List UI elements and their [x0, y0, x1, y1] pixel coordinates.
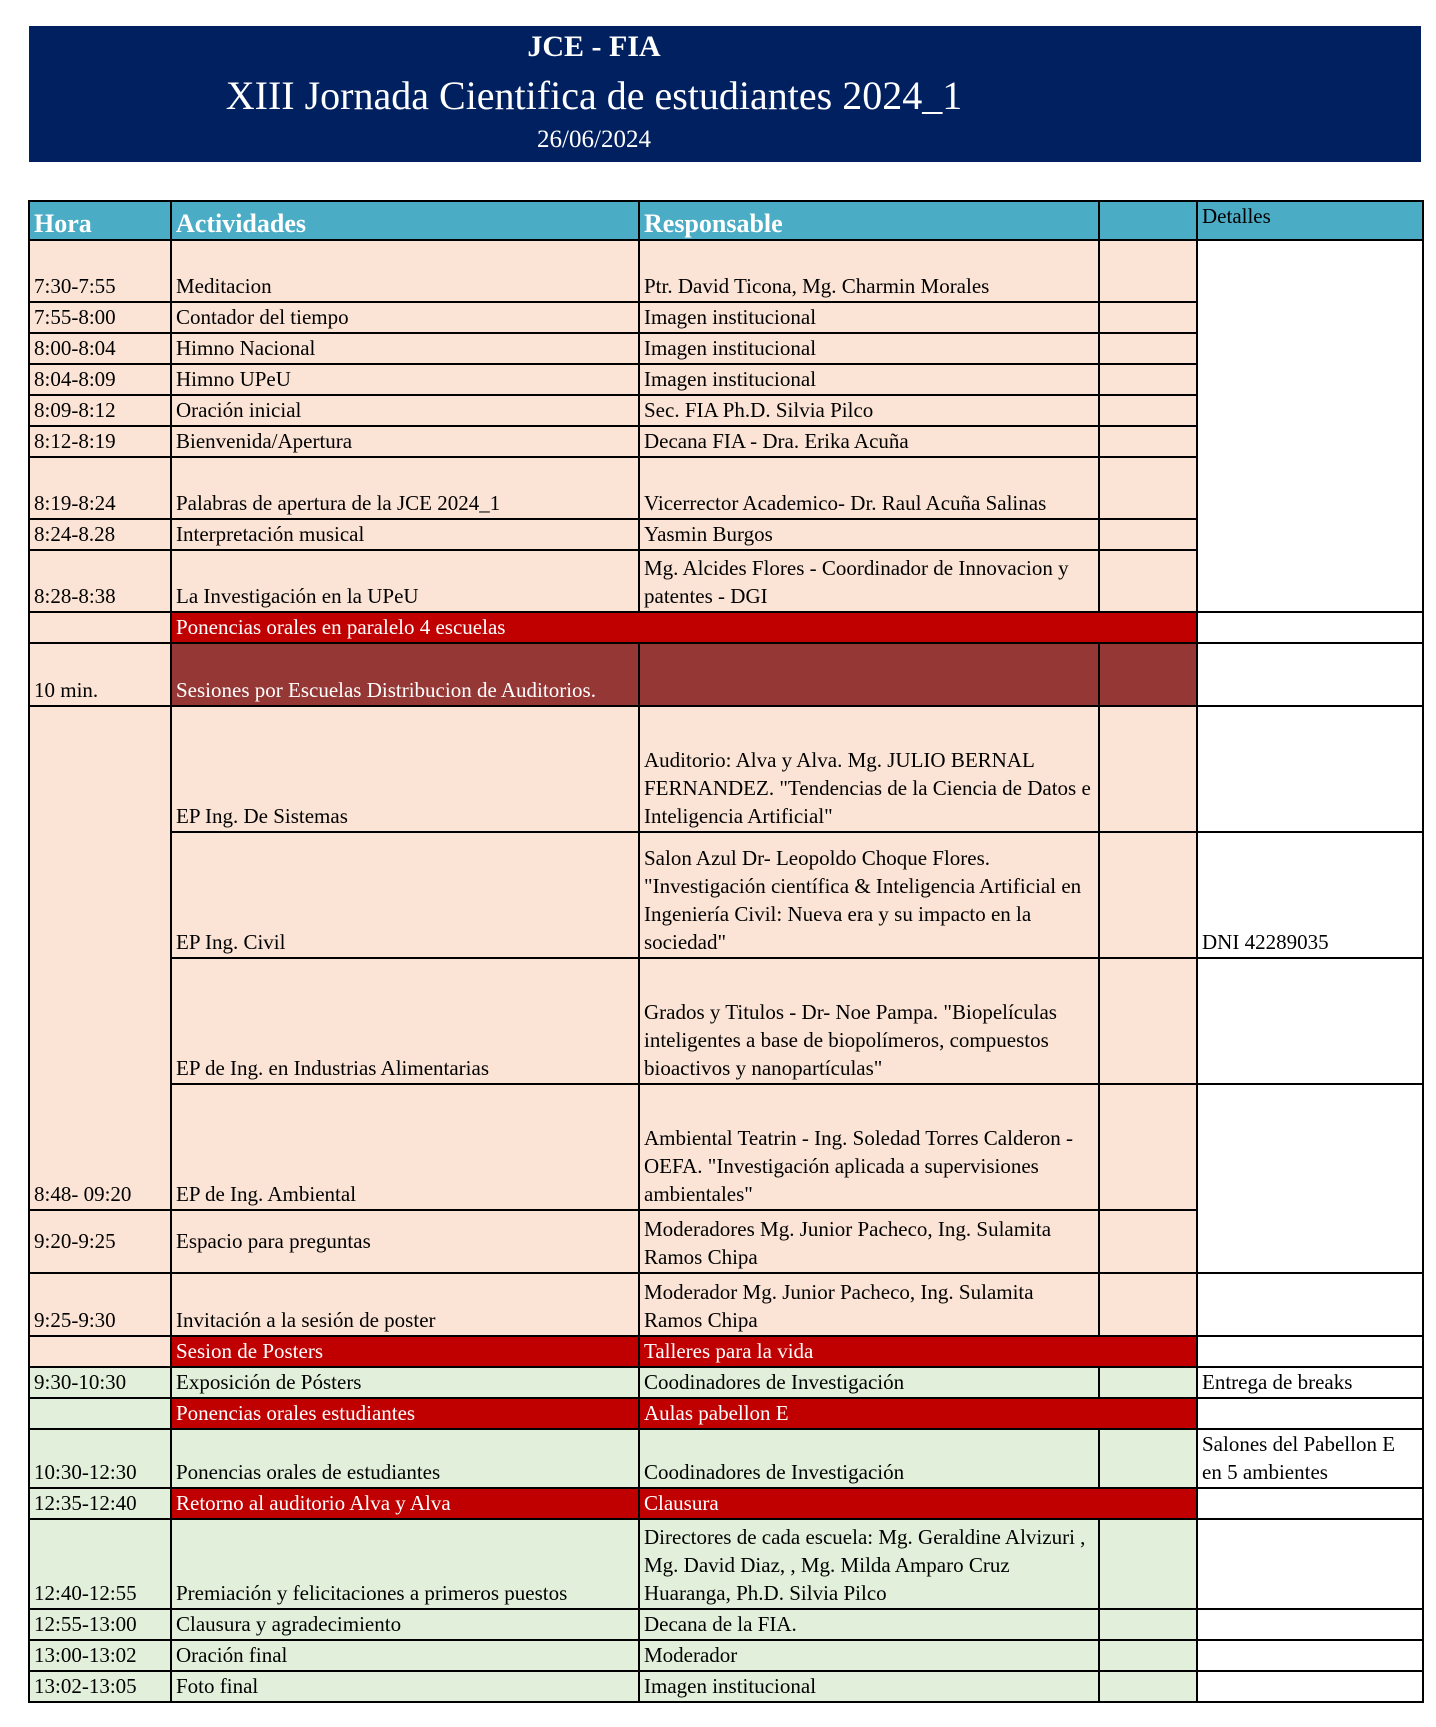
cell-detalle — [1197, 1084, 1423, 1273]
cell-hora: 8:00-8:04 — [29, 333, 171, 364]
cell-actividad: Sesiones por Escuelas Distribucion de Auditorios. — [171, 643, 639, 706]
cell-actividad: Himno Nacional — [171, 333, 639, 364]
cell-blank — [1099, 1609, 1197, 1640]
cell-hora: 12:55-13:00 — [29, 1609, 171, 1640]
cell-detalle — [1197, 240, 1423, 612]
cell-actividad: Premiación y felicitaciones a primeros puestos — [171, 1519, 639, 1609]
cell-actividad: EP Ing. De Sistemas — [171, 706, 639, 832]
cell-responsable: Ptr. David Ticona, Mg. Charmin Morales — [639, 240, 1099, 302]
cell-detalle — [1197, 1609, 1423, 1640]
cell-actividad: Contador del tiempo — [171, 302, 639, 333]
cell-blank — [1099, 550, 1197, 612]
cell-responsable: Moderadores Mg. Junior Pacheco, Ing. Sulamita Ramos Chipa — [639, 1210, 1099, 1273]
cell-detalle — [1197, 1519, 1423, 1609]
cell-hora: 7:55-8:00 — [29, 302, 171, 333]
cell-hora: 9:25-9:30 — [29, 1273, 171, 1336]
table-row — [29, 1640, 1423, 1671]
cell-blank — [1099, 240, 1197, 302]
col-header-blank — [1099, 201, 1197, 240]
cell-hora: 10:30-12:30 — [29, 1429, 171, 1488]
cell-hora: 8:24-8.28 — [29, 519, 171, 550]
cell-responsable: Imagen institucional — [639, 302, 1099, 333]
section-label: Sesion de Posters — [171, 1336, 639, 1367]
col-header-detalles: Detalles — [1197, 201, 1423, 240]
table-header-row — [29, 201, 1423, 240]
cell-blank — [1099, 958, 1197, 1084]
cell-blank — [1099, 395, 1197, 426]
col-header-actividades: Actividades — [171, 201, 639, 240]
event-code: JCE - FIA — [527, 30, 661, 63]
cell-detalle — [1197, 612, 1423, 643]
cell-hora — [29, 1336, 171, 1367]
cell-blank — [1099, 1084, 1197, 1210]
cell-responsable: Coodinadores de Investigación — [639, 1429, 1099, 1488]
cell-actividad: Exposición de Pósters — [171, 1367, 639, 1398]
table-row — [29, 1367, 1423, 1398]
cell-hora: 8:12-8:19 — [29, 426, 171, 457]
cell-actividad: Bienvenida/Apertura — [171, 426, 639, 457]
cell-blank — [1099, 643, 1197, 706]
event-title: XIII Jornada Cientifica de estudiantes 2024_1 — [225, 73, 963, 118]
table-row — [29, 1273, 1423, 1336]
cell-detalle — [1197, 1336, 1423, 1367]
cell-responsable: Ambiental Teatrin - Ing. Soledad Torres Calderon - OEFA. "Investigación aplicada a supervisiones ambientales" — [639, 1084, 1099, 1210]
table-row — [29, 240, 1423, 302]
cell-hora: 12:40-12:55 — [29, 1519, 171, 1609]
table-row — [29, 706, 1423, 832]
cell-hora: 13:02-13:05 — [29, 1671, 171, 1702]
cell-responsable: Moderador Mg. Junior Pacheco, Ing. Sulamita Ramos Chipa — [639, 1273, 1099, 1336]
cell-detalle: Entrega de breaks — [1197, 1367, 1423, 1398]
cell-blank — [1099, 706, 1197, 832]
cell-blank — [1099, 1671, 1197, 1702]
cell-blank — [1099, 1367, 1197, 1398]
cell-blank — [1099, 364, 1197, 395]
cell-actividad: La Investigación en la UPeU — [171, 550, 639, 612]
cell-hora: 13:00-13:02 — [29, 1640, 171, 1671]
table-row — [29, 1609, 1423, 1640]
cell-responsable: Yasmin Burgos — [639, 519, 1099, 550]
cell-responsable: Moderador — [639, 1640, 1099, 1671]
cell-responsable: Imagen institucional — [639, 1671, 1099, 1702]
cell-actividad: Espacio para preguntas — [171, 1210, 639, 1273]
cell-blank — [1099, 519, 1197, 550]
cell-responsable: Decana de la FIA. — [639, 1609, 1099, 1640]
cell-responsable: Sec. FIA Ph.D. Silvia Pilco — [639, 395, 1099, 426]
event-date: 26/06/2024 — [537, 126, 651, 153]
cell-responsable: Vicerrector Academico- Dr. Raul Acuña Salinas — [639, 457, 1099, 519]
cell-responsable: Imagen institucional — [639, 364, 1099, 395]
cell-actividad: Palabras de apertura de la JCE 2024_1 — [171, 457, 639, 519]
col-header-responsable: Responsable — [639, 201, 1099, 240]
cell-detalle — [1197, 958, 1423, 1084]
cell-blank — [1099, 302, 1197, 333]
cell-actividad: Invitación a la sesión de poster — [171, 1273, 639, 1336]
header-banner — [29, 26, 1421, 162]
cell-hora: 8:09-8:12 — [29, 395, 171, 426]
cell-hora: 12:35-12:40 — [29, 1488, 171, 1519]
cell-actividad: Himno UPeU — [171, 364, 639, 395]
section-row — [29, 1336, 1423, 1367]
cell-responsable: Salon Azul Dr- Leopoldo Choque Flores. "Investigación científica & Inteligencia Artificial en Ingeniería Civil: Nueva era y su impacto en la sociedad" — [639, 832, 1099, 958]
cell-hora: 8:48- 09:20 — [29, 706, 171, 1210]
section-row — [29, 612, 1423, 643]
table-row — [29, 1671, 1423, 1702]
section-label: Retorno al auditorio Alva y Alva — [171, 1488, 639, 1519]
cell-blank — [1099, 457, 1197, 519]
cell-blank — [1099, 1210, 1197, 1273]
col-header-hora: Hora — [29, 201, 171, 240]
cell-blank — [1099, 333, 1197, 364]
table-row — [29, 832, 1423, 958]
cell-detalle — [1197, 1671, 1423, 1702]
cell-blank — [1099, 426, 1197, 457]
cell-responsable: Directores de cada escuela: Mg. Geraldine Alvizuri , Mg. David Diaz, , Mg. Milda Amparo Cruz Huaranga, Ph.D. Silvia Pilco — [639, 1519, 1099, 1609]
table-row — [29, 1429, 1423, 1488]
cell-hora: 7:30-7:55 — [29, 240, 171, 302]
cell-responsable: Coodinadores de Investigación — [639, 1367, 1099, 1398]
cell-actividad: Oración inicial — [171, 395, 639, 426]
cell-actividad: Foto final — [171, 1671, 639, 1702]
section-row — [29, 1488, 1423, 1519]
section-label: Ponencias orales estudiantes — [171, 1398, 639, 1429]
cell-hora: 8:04-8:09 — [29, 364, 171, 395]
cell-detalle — [1197, 706, 1423, 832]
section-responsable: Aulas pabellon E — [639, 1398, 1197, 1429]
cell-responsable — [639, 643, 1099, 706]
cell-detalle — [1197, 1488, 1423, 1519]
cell-responsable: Decana FIA - Dra. Erika Acuña — [639, 426, 1099, 457]
cell-actividad: Interpretación musical — [171, 519, 639, 550]
cell-responsable: Mg. Alcides Flores - Coordinador de Innovacion y patentes - DGI — [639, 550, 1099, 612]
cell-hora: 8:19-8:24 — [29, 457, 171, 519]
cell-detalle: Salones del Pabellon E en 5 ambientes — [1197, 1429, 1423, 1488]
cell-blank — [1099, 1640, 1197, 1671]
cell-detalle — [1197, 1273, 1423, 1336]
cell-detalle: DNI 42289035 — [1197, 832, 1423, 958]
cell-actividad: EP Ing. Civil — [171, 832, 639, 958]
cell-blank — [1099, 1273, 1197, 1336]
cell-actividad: EP de Ing. en Industrias Alimentarias — [171, 958, 639, 1084]
table-row — [29, 958, 1423, 1084]
cell-actividad: EP de Ing. Ambiental — [171, 1084, 639, 1210]
section-responsable: Clausura — [639, 1488, 1197, 1519]
table-row — [29, 643, 1423, 706]
cell-responsable: Imagen institucional — [639, 333, 1099, 364]
cell-responsable: Grados y Titulos - Dr- Noe Pampa. "Biopelículas inteligentes a base de biopolímeros, compuestos bioactivos y nanopartículas" — [639, 958, 1099, 1084]
section-responsable: Talleres para la vida — [639, 1336, 1197, 1367]
cell-detalle — [1197, 1398, 1423, 1429]
schedule-table — [28, 200, 1424, 1703]
cell-hora: 9:30-10:30 — [29, 1367, 171, 1398]
section-row — [29, 1398, 1423, 1429]
cell-actividad: Meditacion — [171, 240, 639, 302]
table-row — [29, 1084, 1423, 1210]
cell-hora: 8:28-8:38 — [29, 550, 171, 612]
section-label: Ponencias orales en paralelo 4 escuelas — [171, 612, 1197, 643]
cell-blank — [1099, 832, 1197, 958]
cell-hora — [29, 1398, 171, 1429]
cell-detalle — [1197, 1640, 1423, 1671]
table-row — [29, 1519, 1423, 1609]
cell-actividad: Ponencias orales de estudiantes — [171, 1429, 639, 1488]
cell-blank — [1099, 1429, 1197, 1488]
cell-actividad: Oración final — [171, 1640, 639, 1671]
cell-detalle — [1197, 643, 1423, 706]
cell-hora: 10 min. — [29, 643, 171, 706]
cell-actividad: Clausura y agradecimiento — [171, 1609, 639, 1640]
cell-responsable: Auditorio: Alva y Alva. Mg. JULIO BERNAL FERNANDEZ. "Tendencias de la Ciencia de Datos e Inteligencia Artificial" — [639, 706, 1099, 832]
cell-hora — [29, 612, 171, 643]
cell-blank — [1099, 1519, 1197, 1609]
cell-hora: 9:20-9:25 — [29, 1210, 171, 1273]
